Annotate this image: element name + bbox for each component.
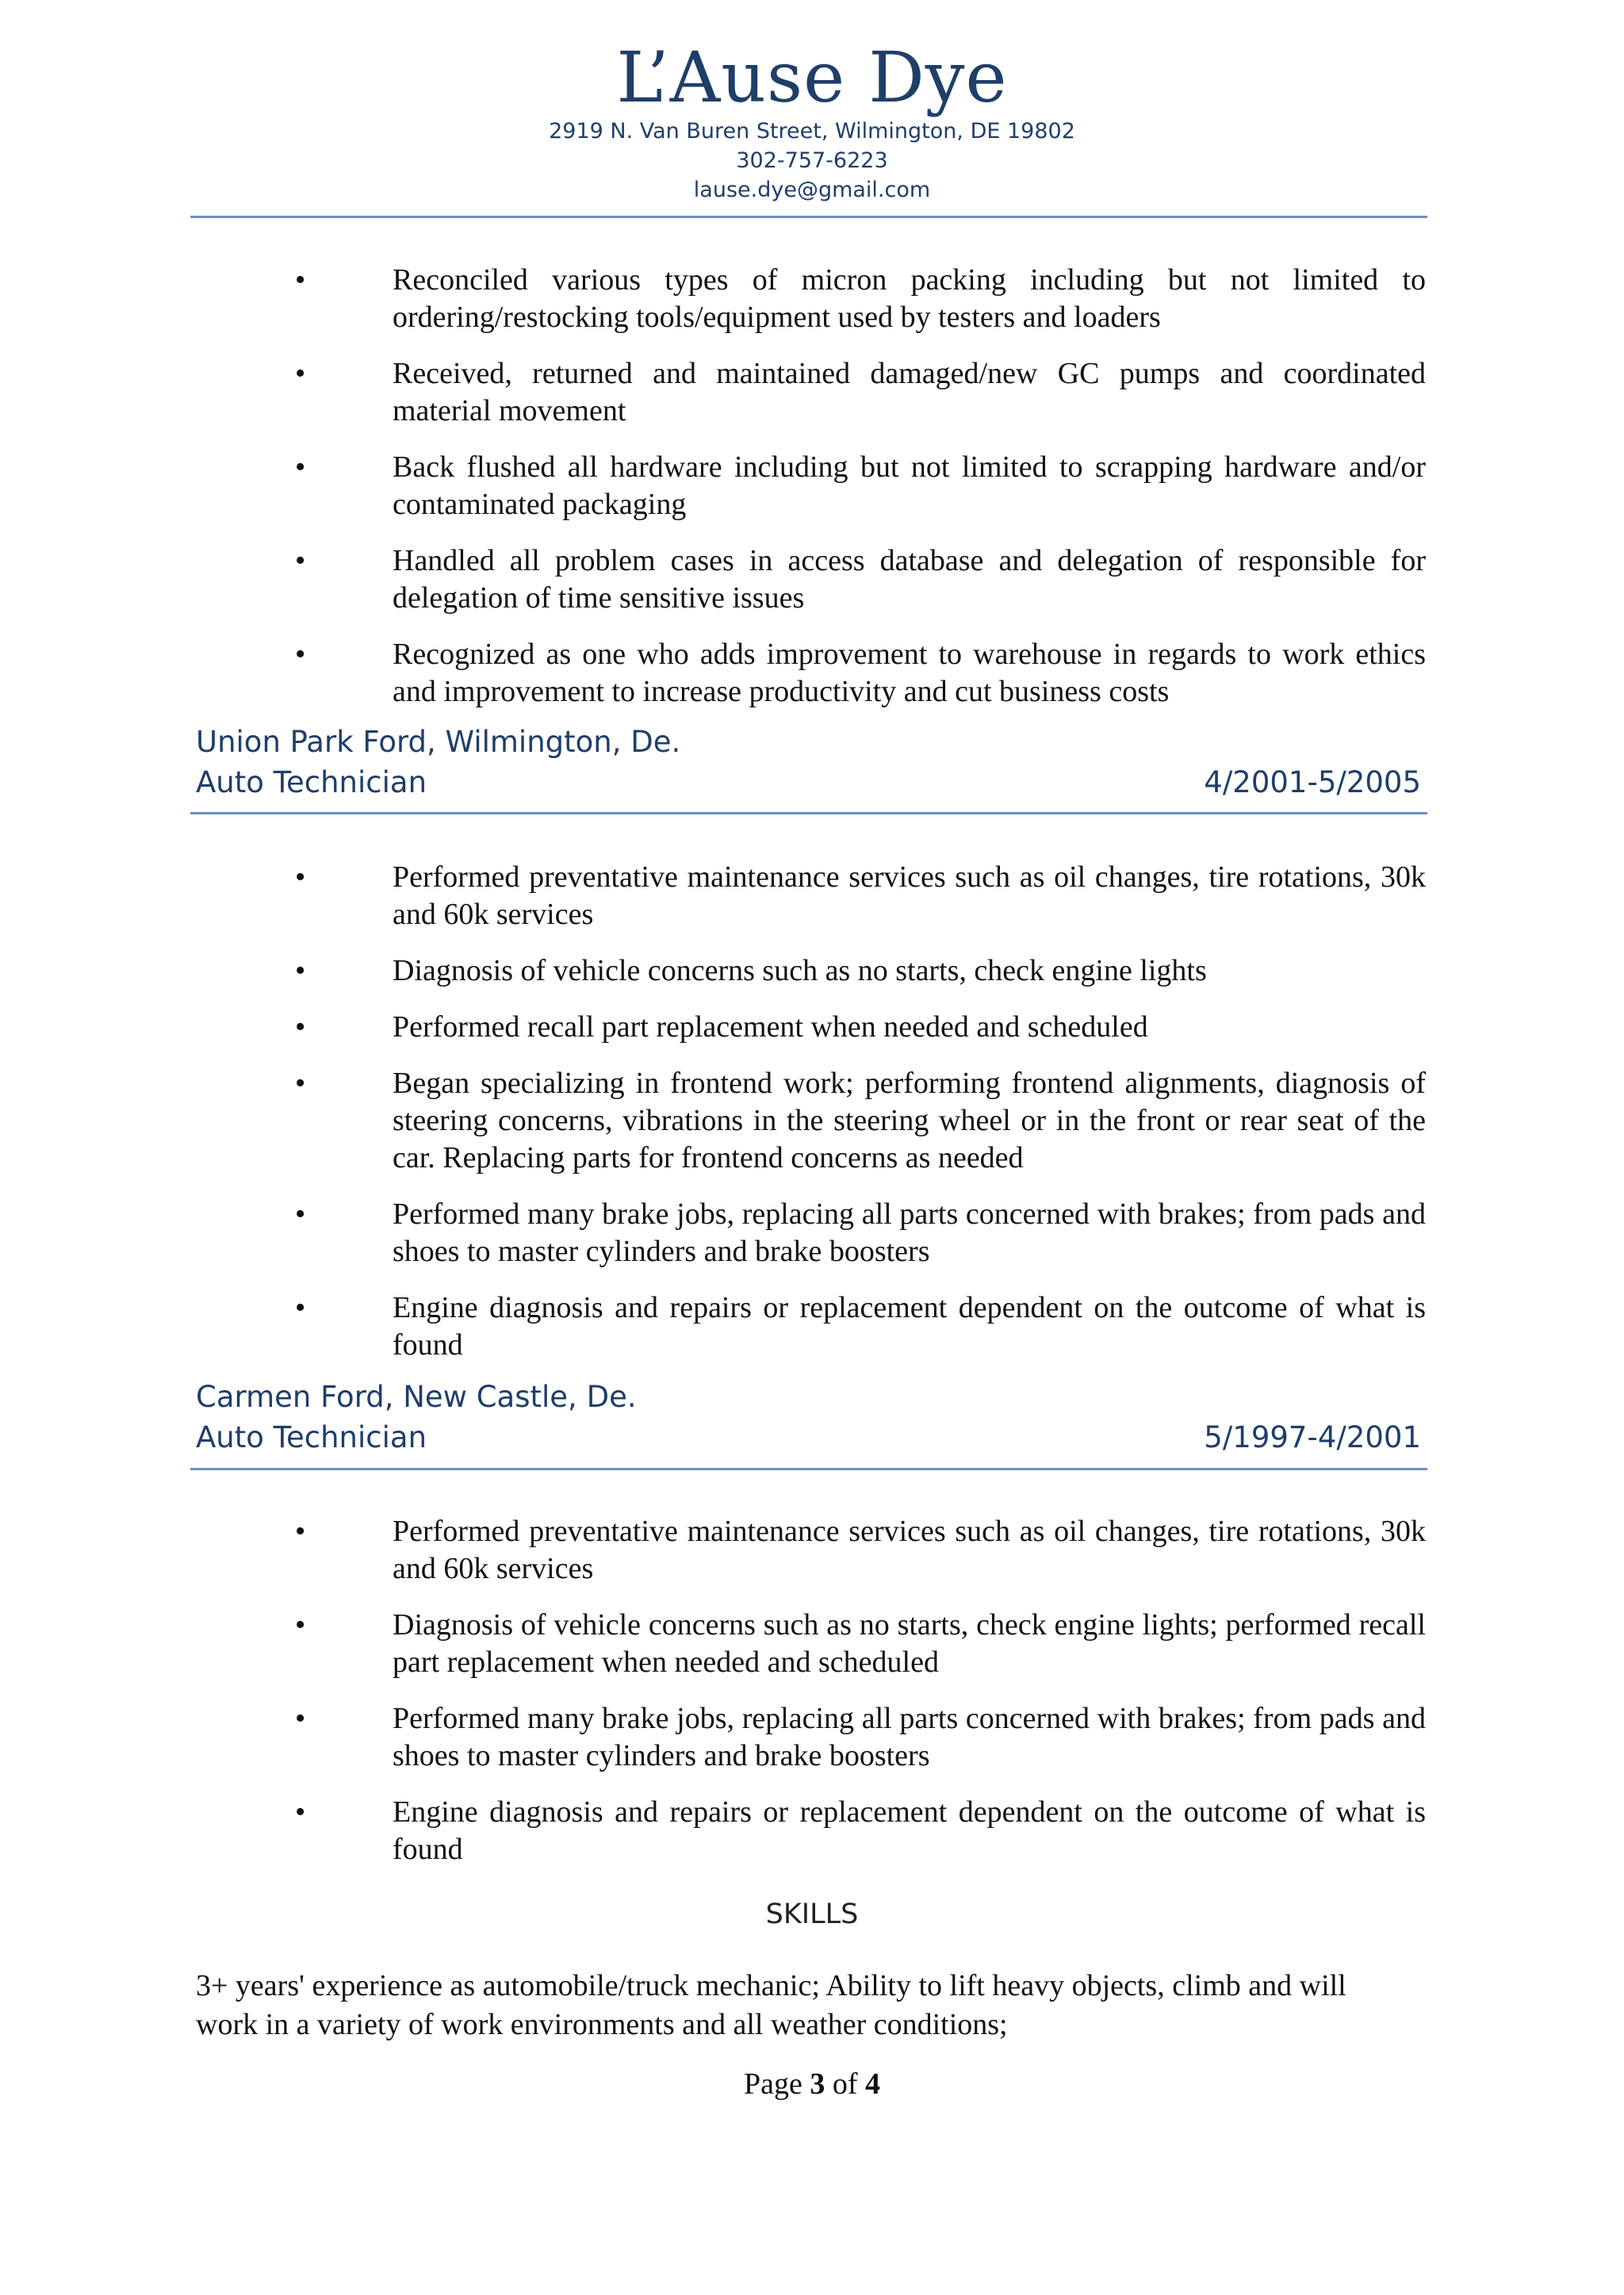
list-item: • Began specializing in frontend work; performing frontend alignments, diagnosis of steering concerns, vibrations in the steering wheel or in the front or rear seat of the car. Replacing parts for frontend concerns as needed (295, 1067, 1426, 1174)
bullet-icon: • (295, 263, 306, 297)
phone: 302-757-6223 (736, 148, 888, 173)
list-item: • Performed preventative maintenance services such as oil changes, tire rotations, 30k and 60k services (295, 860, 1426, 931)
job-bullet-list (0, 1513, 1624, 1887)
bullet-icon: • (295, 1515, 306, 1548)
list-item: • Received, returned and maintained damaged/new GC pumps and coordinated material movement (295, 357, 1426, 427)
header-divider (190, 216, 1427, 218)
list-item: • Performed many brake jobs, replacing all parts concerned with brakes; from pads and shoes to master cylinders and brake boosters (295, 1702, 1426, 1772)
bullet-icon: • (295, 1795, 306, 1829)
job-company: Carmen Ford, New Castle, De. (196, 1380, 637, 1414)
list-item: • Diagnosis of vehicle concerns such as no starts, check engine lights (0, 952, 1624, 990)
list-item: • Engine diagnosis and repairs or replacement dependent on the outcome of what is found (295, 1291, 1426, 1362)
list-item: • Engine diagnosis and repairs or replacement dependent on the outcome of what is found (295, 1795, 1426, 1866)
bullet-icon: • (295, 544, 306, 577)
list-item: • Recognized as one who adds improvement to warehouse in regards to work ethics and improvement to increase productivity and cut business costs (295, 638, 1426, 708)
skills-heading: SKILLS (765, 1898, 859, 1930)
bullet-icon: • (295, 357, 306, 390)
bullet-icon: • (295, 1010, 306, 1044)
list-item: • Performed recall part replacement when needed and scheduled (0, 1009, 1624, 1046)
job-divider (190, 1468, 1427, 1470)
job-dates: 5/1997-4/2001 (1204, 1420, 1421, 1454)
candidate-name: L’Ause Dye (616, 36, 1008, 118)
list-item: • Diagnosis of vehicle concerns such as no starts, check engine lights; performed recall part replacement when needed and scheduled (295, 1608, 1426, 1679)
job-company: Union Park Ford, Wilmington, De. (196, 725, 681, 759)
bullet-icon: • (295, 1291, 306, 1324)
job-dates: 4/2001-5/2005 (1204, 765, 1421, 799)
page-footer (0, 2067, 1624, 2102)
job-bullet-list (0, 859, 1624, 1383)
footer-middle: of (825, 2067, 866, 2101)
bullet-icon: • (295, 638, 306, 671)
bullet-icon: • (295, 450, 306, 484)
footer-prefix: Page (743, 2067, 810, 2101)
list-item: • Performed preventative maintenance services such as oil changes, tire rotations, 30k and 60k services (295, 1515, 1426, 1585)
job-title: Auto Technician (196, 765, 427, 799)
page-number: 3 (810, 2067, 825, 2101)
bullet-icon: • (295, 1608, 306, 1642)
list-item: • Performed many brake jobs, replacing all parts concerned with brakes; from pads and shoes to master cylinders and brake boosters (295, 1197, 1426, 1268)
list-item: • Reconciled various types of micron packing including but not limited to ordering/restocking tools/equipment used by testers and loaders (295, 263, 1426, 334)
bullet-icon: • (295, 860, 306, 894)
bullet-icon: • (295, 1702, 306, 1735)
bullet-icon: • (295, 1197, 306, 1231)
list-item: • Back flushed all hardware including but not limited to scrapping hardware and/or contaminated packaging (295, 450, 1426, 521)
list-item: • Handled all problem cases in access database and delegation of responsible for delegation of time sensitive issues (295, 544, 1426, 615)
job-divider (190, 812, 1427, 814)
job-title: Auto Technician (196, 1420, 427, 1454)
bullet-icon: • (295, 1067, 306, 1100)
address: 2919 N. Van Buren Street, Wilmington, DE 19802 (549, 119, 1075, 144)
email[interactable]: lause.dye@gmail.com (693, 178, 931, 202)
bullet-icon: • (295, 954, 306, 987)
page-total: 4 (865, 2067, 881, 2101)
top-bullet-list (0, 262, 1624, 730)
skills-text: 3+ years' experience as automobile/truck mechanic; Ability to lift heavy objects, climb and will work in a variety of work environments and all weather conditions; (196, 1969, 1346, 2041)
